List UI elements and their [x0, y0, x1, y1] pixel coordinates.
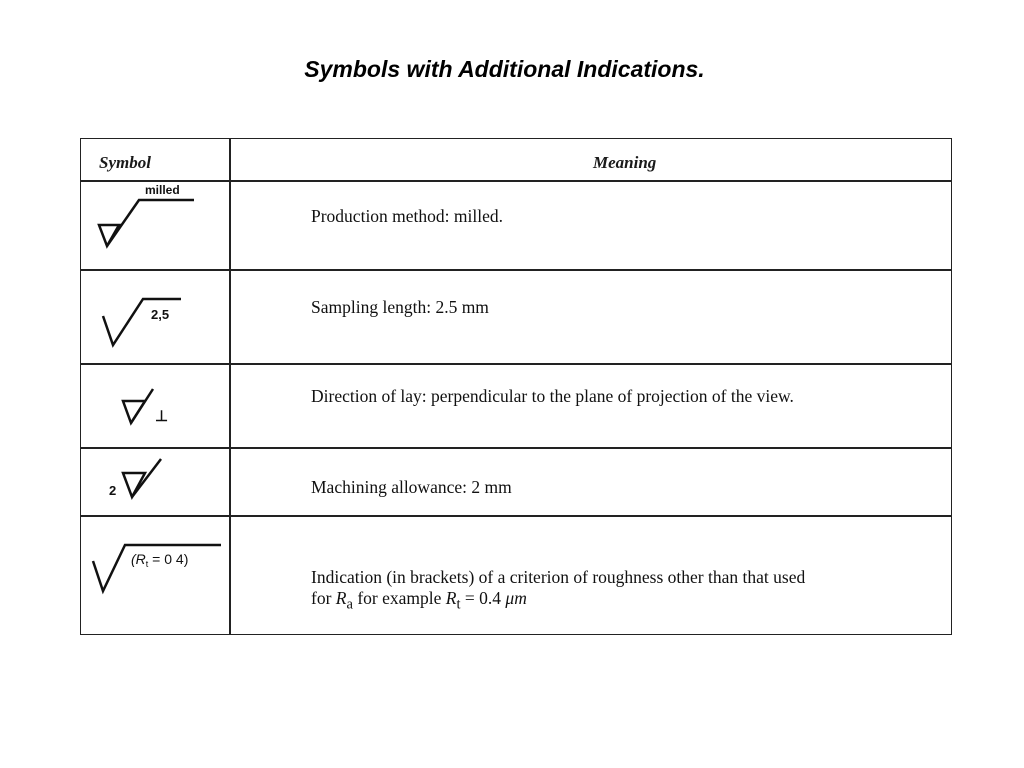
symbols-table	[80, 138, 952, 635]
surface-tick	[131, 389, 153, 423]
surface-tick	[107, 200, 194, 246]
perpendicular-lay-mark: ⊥	[155, 408, 169, 425]
header-symbol: Symbol	[99, 153, 151, 172]
meaning-production-method: Production method: milled.	[311, 206, 503, 226]
header-meaning: Meaning	[593, 153, 657, 172]
surface-tick	[132, 459, 161, 497]
meaning-line: for $R_a$ for example $R_t = 0.4$ μm	[311, 588, 527, 613]
symbol-machining-allowance	[81, 447, 229, 515]
symbol-sampling-length	[81, 269, 229, 363]
meaning-machining-allowance: Machining allowance: 2 mm	[311, 477, 512, 497]
surface-tick	[103, 299, 181, 345]
symbol-roughness-criterion	[81, 515, 229, 636]
symbol-direction-of-lay	[81, 363, 229, 447]
slide-title: Symbols with Additional Indications.	[304, 56, 705, 82]
meaning-line: Indication (in brackets) of a criterion of roughness other than that used	[311, 567, 806, 587]
sampling-length-value: 2,5	[151, 307, 170, 322]
roughness-criterion-label: ($R_t = 0$ 4)	[131, 551, 189, 569]
meaning-sampling-length: Sampling length: 2.5 mm	[311, 297, 489, 317]
column-divider	[229, 139, 231, 634]
allowance-value: 2	[109, 483, 117, 498]
meaning-roughness-criterion	[311, 567, 951, 616]
production-method-label: milled	[145, 183, 180, 197]
meaning-direction-of-lay: Direction of lay: perpendicular to the plane of projection of the view.	[311, 386, 794, 406]
